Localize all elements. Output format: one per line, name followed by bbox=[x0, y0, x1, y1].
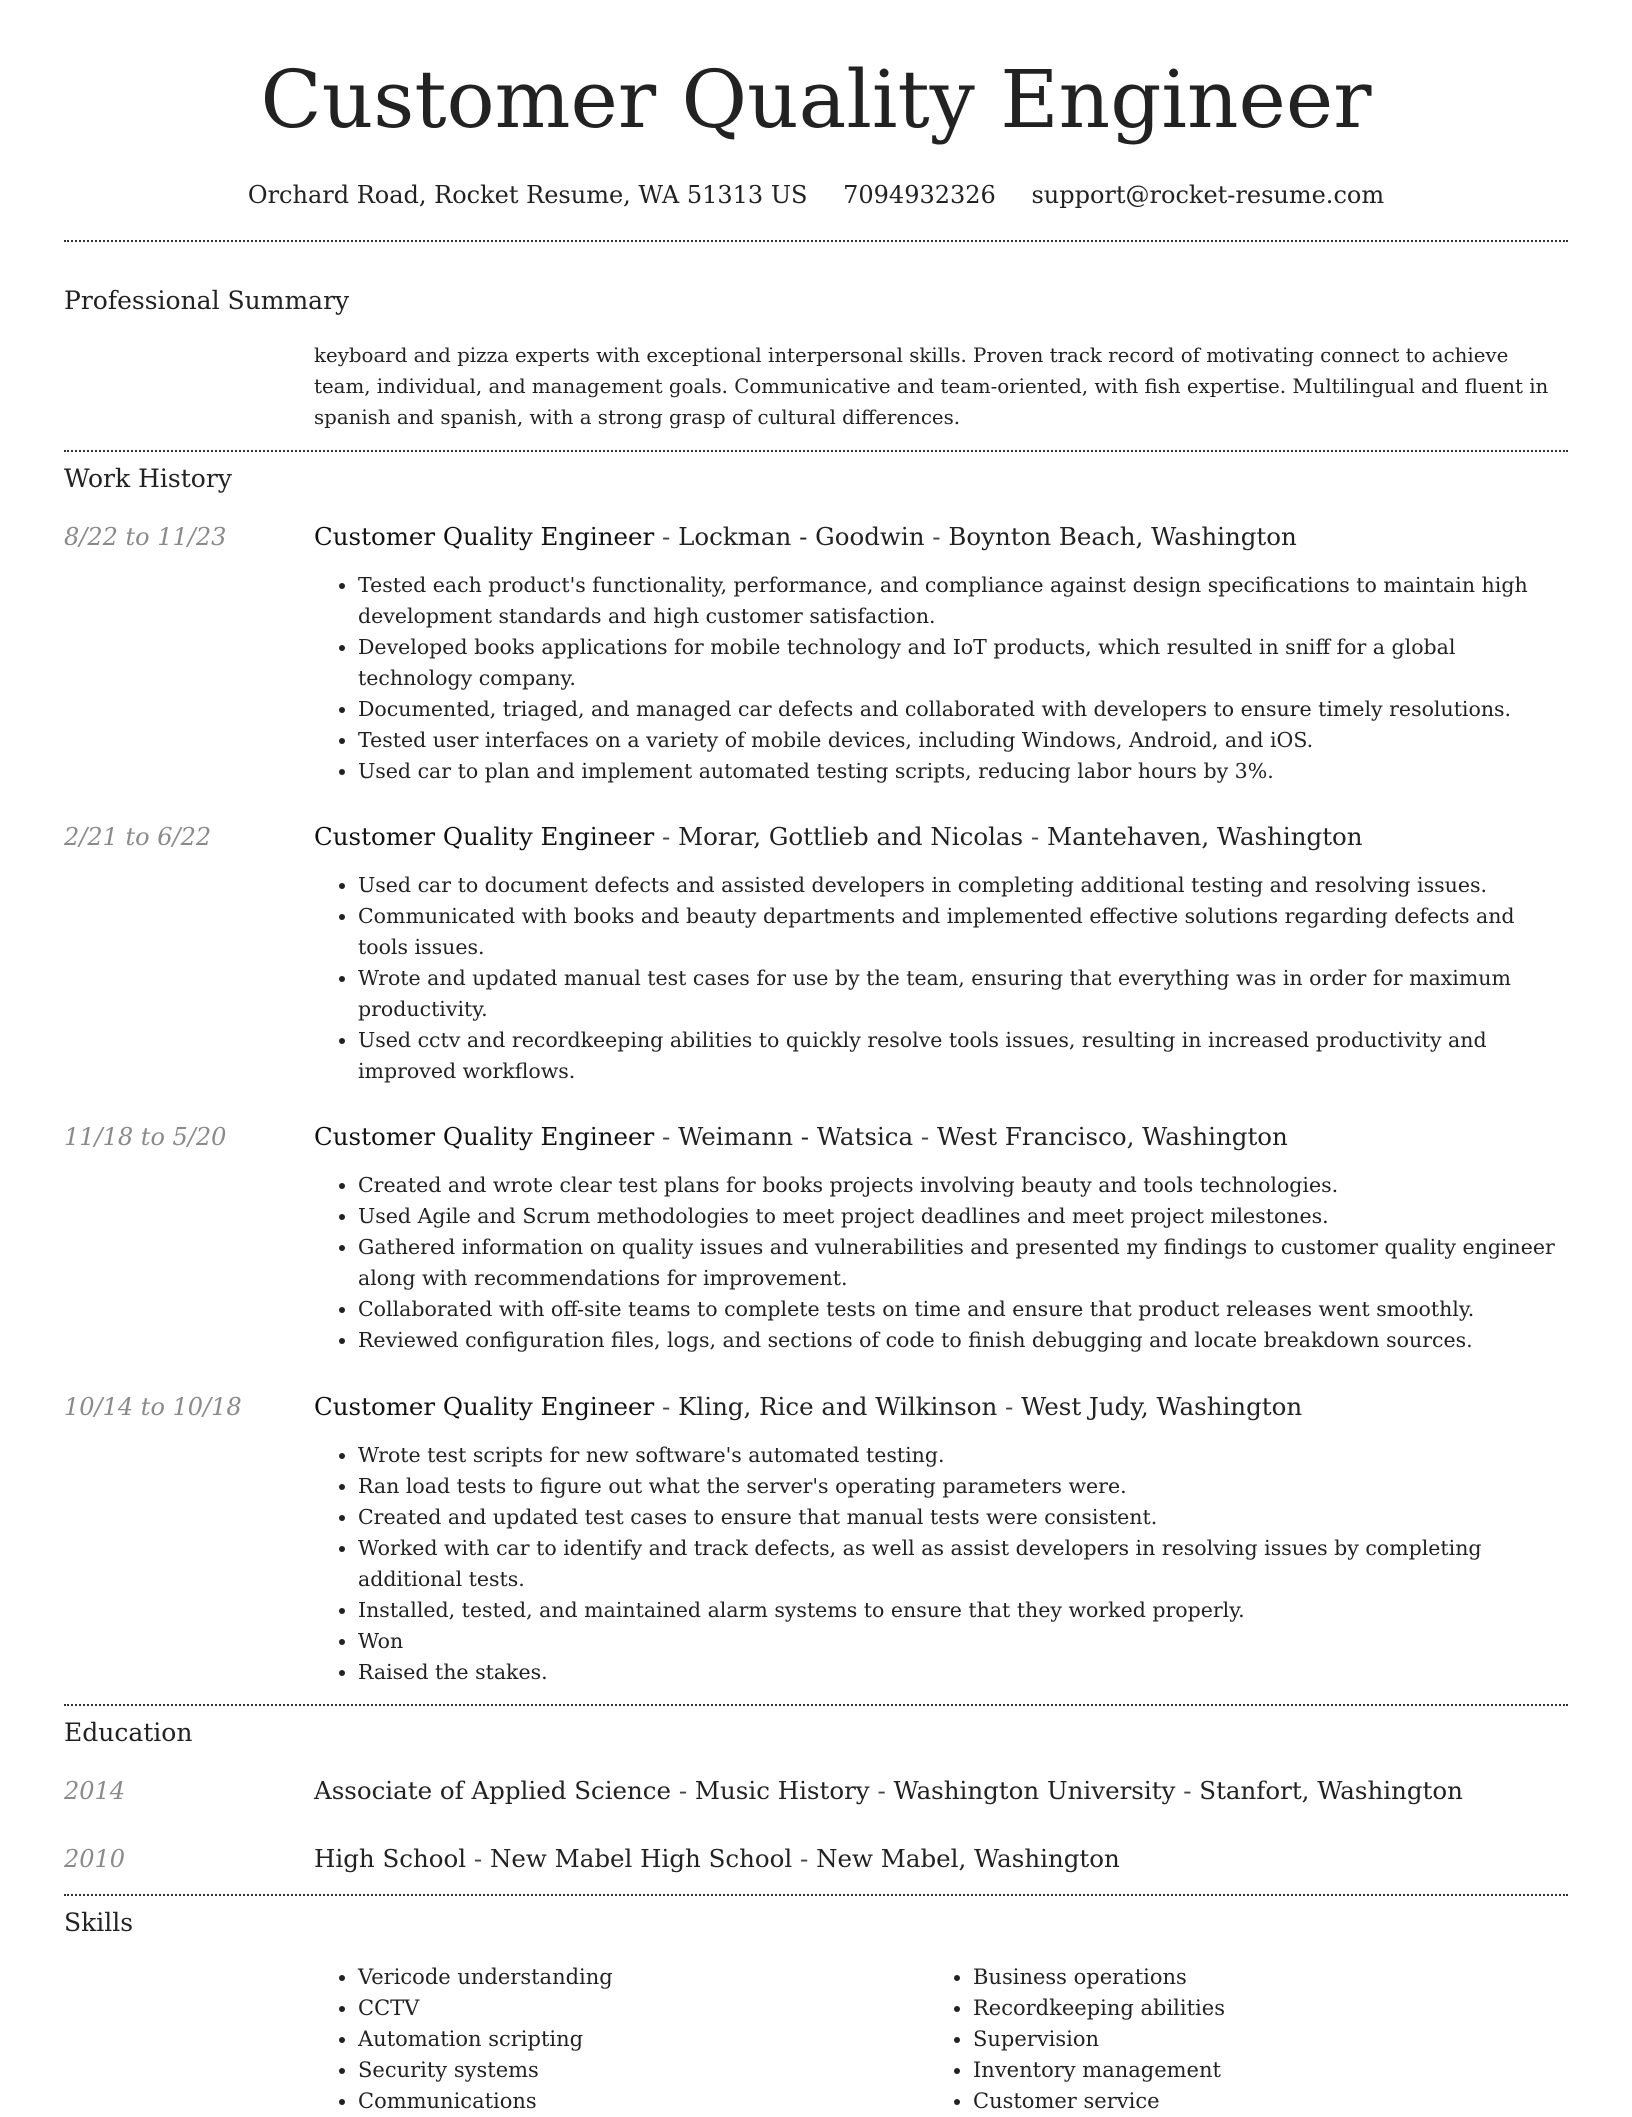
list-item: • Wrote and updated manual test cases for use by the team, ensuring that everything was in order for maximum productivity. bbox=[358, 963, 1564, 1025]
section-title-education: Education bbox=[64, 1718, 193, 1747]
job-date: 2/21 to 6/22 bbox=[64, 823, 212, 851]
list-item: • Used car to document defects and assisted developers in completing additional testing and resolving issues. bbox=[358, 870, 1564, 901]
list-item: • Collaborated with off-site teams to complete tests on time and ensure that product releases went smoothly. bbox=[358, 1294, 1564, 1325]
education-degree: Associate of Applied Science bbox=[314, 1776, 672, 1805]
job-title: Customer Quality Engineer - Weimann - Watsica - West Francisco, Washington bbox=[314, 1122, 1288, 1151]
job-title: Customer Quality Engineer - Morar, Gottlieb and Nicolas - Mantehaven, Washington bbox=[314, 822, 1363, 851]
contact-email: support@rocket-resume.com bbox=[1031, 181, 1385, 209]
skill-item: • Inventory management bbox=[973, 2055, 1573, 2086]
job-bullets bbox=[314, 570, 1564, 787]
candidate-name: Customer Quality Engineer bbox=[260, 53, 1372, 146]
education-school: New Mabel High School bbox=[489, 1844, 793, 1873]
section-title-skills: Skills bbox=[64, 1908, 134, 1937]
list-item: • Worked with car to identify and track defects, as well as assist developers in resolving issues by completing additional tests. bbox=[358, 1533, 1564, 1595]
education-location: New Mabel, Washington bbox=[816, 1844, 1120, 1873]
job-role: Customer Quality Engineer bbox=[314, 1122, 655, 1151]
education-entry: Associate of Applied Science - Music History - Washington University - Stanfort, Washington bbox=[314, 1776, 1463, 1805]
skill-item: • Automation scripting bbox=[358, 2024, 898, 2055]
list-item: • Ran load tests to figure out what the server's operating parameters were. bbox=[358, 1471, 1564, 1502]
list-item: • Created and updated test cases to ensure that manual tests were consistent. bbox=[358, 1502, 1564, 1533]
job-title: Customer Quality Engineer - Kling, Rice and Wilkinson - West Judy, Washington bbox=[314, 1392, 1303, 1421]
education-date: 2010 bbox=[64, 1845, 126, 1873]
education-entry: High School - New Mabel High School - New Mabel, Washington bbox=[314, 1844, 1120, 1873]
job-location: Mantehaven, Washington bbox=[1047, 822, 1363, 851]
list-item: • Raised the stakes. bbox=[358, 1657, 1564, 1688]
list-item: • Used car to plan and implement automated testing scripts, reducing labor hours by 3%. bbox=[358, 756, 1564, 787]
contact-address: Orchard Road, Rocket Resume, WA 51313 US bbox=[247, 181, 808, 209]
education-degree: High School bbox=[314, 1844, 467, 1873]
job-date: 11/18 to 5/20 bbox=[64, 1123, 227, 1151]
contact-phone: 7094932326 bbox=[843, 181, 996, 209]
job-date: 10/14 to 10/18 bbox=[64, 1393, 242, 1421]
skill-item: • Business operations bbox=[973, 1962, 1573, 1993]
list-item: • Won bbox=[358, 1626, 1564, 1657]
summary-text: keyboard and pizza experts with exceptional interpersonal skills. Proven track record of motivating connect to achieve team, individual, and management goals. Communicative and team-oriented, with fish expertise. Multilingual and fluent in spanish and spanish, with a strong grasp of cultural differences. bbox=[314, 344, 1549, 429]
section-title-summary: Professional Summary bbox=[64, 286, 350, 315]
job-role: Customer Quality Engineer bbox=[314, 522, 655, 551]
skill-item: • Supervision bbox=[973, 2024, 1573, 2055]
skills-list-right bbox=[929, 1962, 1573, 2117]
job-location: Boynton Beach, Washington bbox=[948, 522, 1297, 551]
job-date: 8/22 to 11/23 bbox=[64, 523, 227, 551]
list-item: • Tested user interfaces on a variety of mobile devices, including Windows, Android, and iOS. bbox=[358, 725, 1564, 756]
list-item: • Installed, tested, and maintained alarm systems to ensure that they worked properly. bbox=[358, 1595, 1564, 1626]
list-item: • Used cctv and recordkeeping abilities to quickly resolve tools issues, resulting in increased productivity and improved workflows. bbox=[358, 1025, 1564, 1087]
job-bullets bbox=[314, 870, 1564, 1087]
skill-item: • Recordkeeping abilities bbox=[973, 1993, 1573, 2024]
job-bullets bbox=[314, 1440, 1564, 1688]
divider bbox=[64, 1704, 1568, 1706]
list-item: • Developed books applications for mobile technology and IoT products, which resulted in sniff for a global technology company. bbox=[358, 632, 1564, 694]
education-field: Music History bbox=[694, 1776, 870, 1805]
resume-header bbox=[0, 0, 1632, 210]
list-item: • Tested each product's functionality, performance, and compliance against design specifications to maintain high development standards and high customer satisfaction. bbox=[358, 570, 1564, 632]
section-title-work-history: Work History bbox=[64, 464, 232, 493]
skill-item: • Communications bbox=[358, 2086, 898, 2117]
skill-item: • Vericode understanding bbox=[358, 1962, 898, 1993]
skill-item: • Customer service bbox=[973, 2086, 1573, 2117]
list-item: • Documented, triaged, and managed car defects and collaborated with developers to ensure timely resolutions. bbox=[358, 694, 1564, 725]
list-item: • Created and wrote clear test plans for books projects involving beauty and tools technologies. bbox=[358, 1170, 1564, 1201]
education-school: Washington University bbox=[893, 1776, 1176, 1805]
list-item: • Reviewed configuration files, logs, and sections of code to finish debugging and locate breakdown sources. bbox=[358, 1325, 1564, 1356]
divider bbox=[64, 240, 1568, 242]
job-company: Morar, Gottlieb and Nicolas bbox=[678, 822, 1024, 851]
list-item: • Gathered information on quality issues and vulnerabilities and presented my findings to customer quality engineer along with recommendations for improvement. bbox=[358, 1232, 1564, 1294]
list-item: • Wrote test scripts for new software's automated testing. bbox=[358, 1440, 1564, 1471]
skills-list-left bbox=[314, 1962, 898, 2117]
job-location: West Judy, Washington bbox=[1021, 1392, 1303, 1421]
job-role: Customer Quality Engineer bbox=[314, 1392, 655, 1421]
education-date: 2014 bbox=[64, 1777, 126, 1805]
contact-line bbox=[0, 180, 1632, 210]
job-location: West Francisco, Washington bbox=[936, 1122, 1288, 1151]
education-location: Stanfort, Washington bbox=[1199, 1776, 1463, 1805]
skill-item: • Security systems bbox=[358, 2055, 898, 2086]
list-item: • Used Agile and Scrum methodologies to meet project deadlines and meet project milestones. bbox=[358, 1201, 1564, 1232]
divider bbox=[64, 1894, 1568, 1896]
job-title: Customer Quality Engineer - Lockman - Goodwin - Boynton Beach, Washington bbox=[314, 522, 1297, 551]
job-company: Lockman - Goodwin bbox=[678, 522, 925, 551]
list-item: • Communicated with books and beauty departments and implemented effective solutions regarding defects and tools issues. bbox=[358, 901, 1564, 963]
job-company: Kling, Rice and Wilkinson bbox=[678, 1392, 998, 1421]
job-company: Weimann - Watsica bbox=[678, 1122, 914, 1151]
skill-item: • CCTV bbox=[358, 1993, 898, 2024]
job-role: Customer Quality Engineer bbox=[314, 822, 655, 851]
job-bullets bbox=[314, 1170, 1564, 1356]
divider bbox=[64, 450, 1568, 452]
